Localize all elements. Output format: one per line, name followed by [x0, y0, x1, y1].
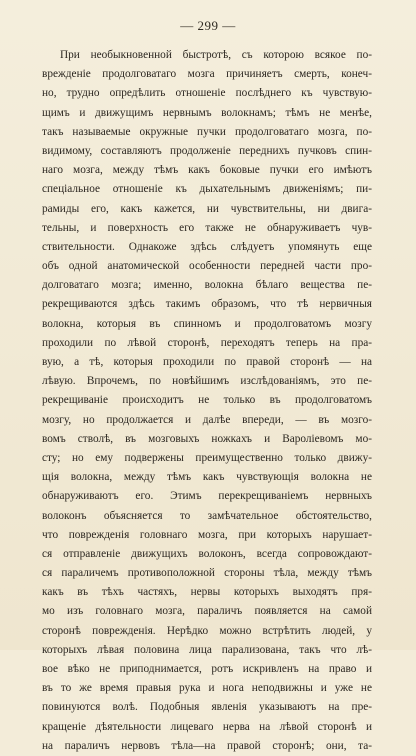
- text-line: мо изъ головнаго мозга, параличъ появляется на самой: [42, 605, 372, 618]
- text-line: видимому, составляютъ продолженіе переднихъ пучковъ спин-: [42, 144, 372, 157]
- text-line: ся параличемъ противоположной стороны тѣла, между тѣмъ: [42, 567, 372, 580]
- text-line: повинуются волѣ. Подобныя явленія указываютъ на пре-: [42, 701, 372, 714]
- text-line: какъ въ тѣхъ частяхъ, нервы которыхъ выходятъ пря-: [42, 586, 372, 599]
- text-line: объ одной анатомической особенности передней части про-: [42, 260, 372, 273]
- text-line: въ то же время правыя рука и нога неподвижны и уже не: [42, 682, 372, 695]
- text-line: но, трудно опредѣлить отношеніе послѣднего къ чувствую-: [42, 87, 372, 100]
- body-text: [42, 46, 372, 756]
- text-line: ствительности. Однакоже здѣсь слѣдуетъ упомянуть еще: [42, 240, 372, 253]
- text-line: что поврежденія головнаго мозга, при которыхъ нарушает-: [42, 528, 372, 541]
- text-line: сту; но ему подвержены преимущественно только движу-: [42, 451, 372, 464]
- text-line: вую, а тѣ, которыя проходили по правой сторонѣ — на: [42, 356, 372, 368]
- text-line: лѣвую. Впрочемъ, по новѣйшимъ изслѣдованіямъ, это пе-: [42, 375, 372, 388]
- text-line: щія волокна, между тѣмъ какъ чувствующія волокна не: [42, 471, 372, 484]
- text-line: сторонѣ поврежденія. Нерѣдко можно встрѣтить людей, у: [42, 624, 372, 637]
- text-line: вое вѣко не приподнимается, ротъ искривленъ на право и: [42, 663, 372, 675]
- text-line: волоконъ объясняется то замѣчательное обстоятельство,: [42, 509, 372, 522]
- text-line: мозгу, но продолжается и далѣе впереди, — въ мозго-: [42, 413, 372, 426]
- text-line: щимъ и движущимъ нервнымъ волокнамъ; тѣмъ не менѣе,: [42, 106, 372, 119]
- text-line: тельны, и поверхность его также не обнаруживаетъ чув-: [42, 221, 372, 234]
- text-line: вомъ стволѣ, въ мозговыхъ ножкахъ и Вароліевомъ мо-: [42, 432, 372, 445]
- page-number: — 299 —: [180, 18, 236, 33]
- text-line: обнаруживаютъ его. Этимъ перекрещиваніемъ нервныхъ: [42, 490, 372, 503]
- text-line: такъ называемые окружные пучки продолговатаго мозга, по-: [42, 125, 372, 138]
- text-line: которыхъ лѣвая половина лица парализована, такъ что лѣ-: [42, 643, 372, 656]
- text-line: долговатаго мозга; именно, волокна бѣлаго вещества пе-: [42, 279, 372, 292]
- text-line: волокна, которыя въ спинномъ и продолговатомъ мозгу: [42, 317, 372, 330]
- text-line: на параличъ нервовъ тѣла—на правой сторонѣ; они, та-: [42, 739, 372, 752]
- text-line: спеціальное отношеніе къ дыхательнымъ движеніямъ; пи-: [42, 183, 372, 196]
- text-line: ся отправленіе движущихъ волоконъ, всегда сопровождают-: [42, 547, 372, 560]
- text-line: наго мозга, между тѣмъ какъ боковые пучки его имѣютъ: [42, 164, 372, 177]
- text-line: кращеніе дѣятельности лицеваго нерва на лѣвой сторонѣ и: [42, 720, 372, 733]
- text-line: рекрещиваются здѣсь такимъ образомъ, что тѣ нервичныя: [42, 298, 372, 311]
- text-line: рекрещиваніе происходитъ не только въ продолговатомъ: [42, 394, 372, 407]
- text-line: рамиды его, какъ кажется, ни чувствительны, ни двига-: [42, 202, 372, 215]
- text-line: проходили по лѣвой сторонѣ, переходятъ теперь на пра-: [42, 336, 372, 349]
- text-line: При необыкновенной быстротѣ, съ которою всякое по-: [60, 49, 372, 61]
- text-line: врежденіе продолговатаго мозга причиняетъ смерть, конеч-: [42, 68, 372, 81]
